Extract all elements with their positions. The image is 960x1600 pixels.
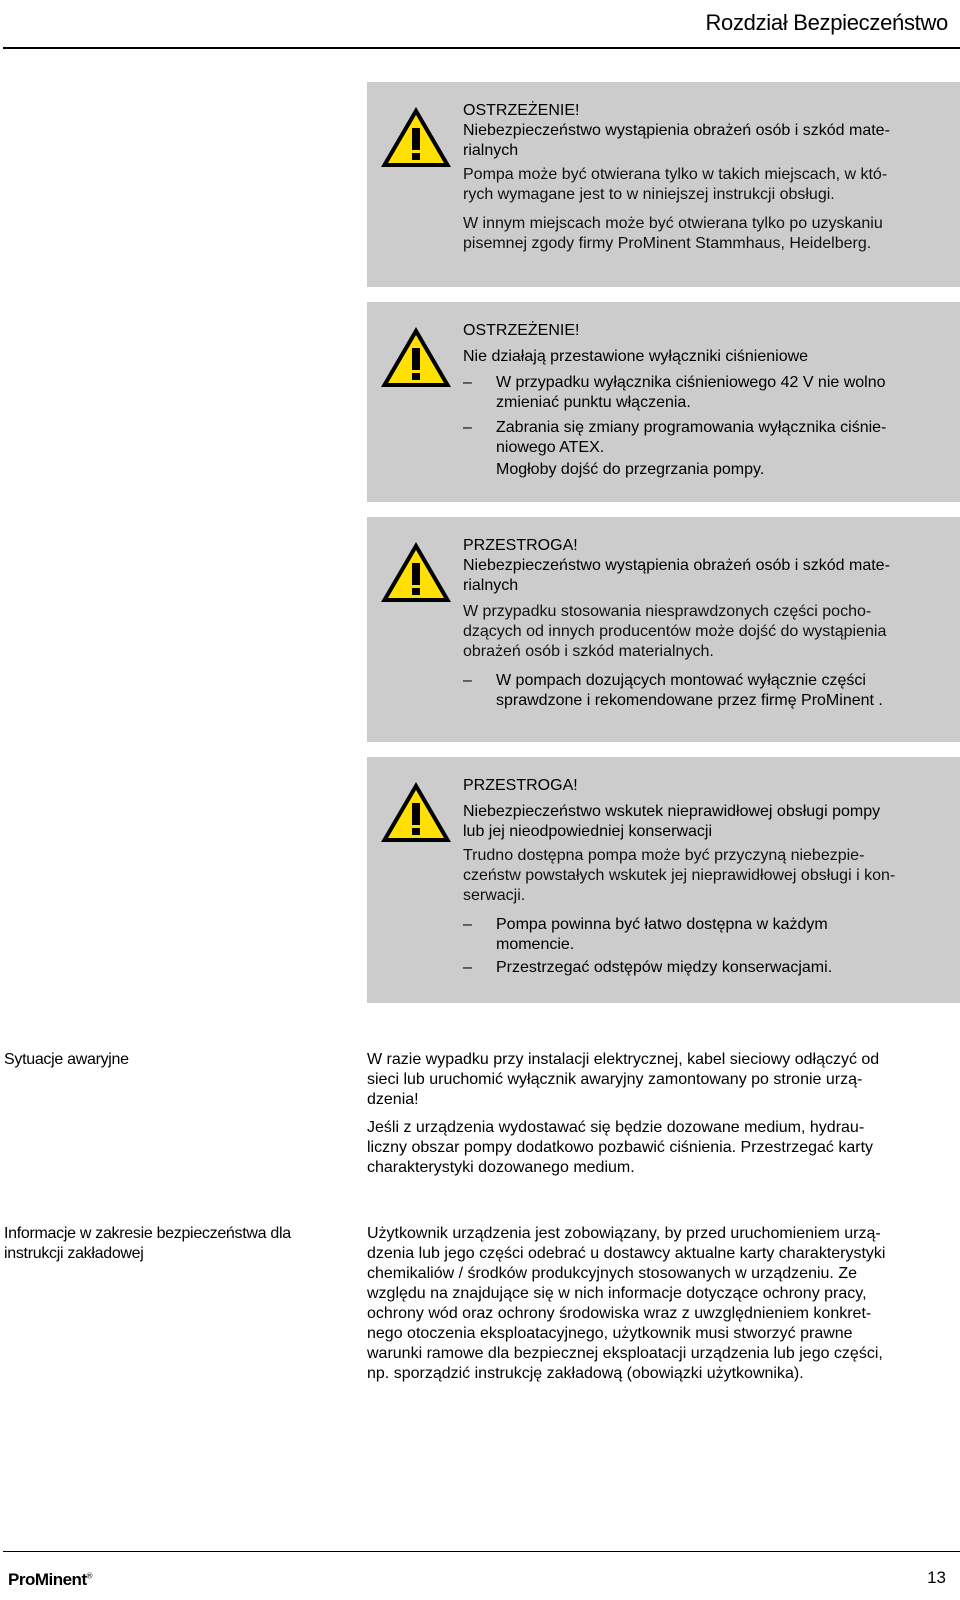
signal-word: OSTRZEŻENIE! [463, 102, 580, 119]
dash-bullet: – [463, 672, 472, 689]
list-item [463, 418, 944, 458]
section-body [367, 1050, 952, 1186]
dash-bullet: – [463, 419, 472, 436]
list-item [463, 915, 944, 955]
warning-heading: Niebezpieczeństwo wystąpienia obrażeń osób i szkód mate- rialnych [463, 557, 890, 594]
dash-bullet: – [463, 916, 472, 933]
warning-list [463, 915, 944, 978]
warning-triangle-icon [378, 539, 454, 605]
list-item [463, 671, 944, 711]
page-number: 13 [927, 1568, 946, 1587]
warning-paragraph: W innym miejscach może być otwierana tylko po uzyskaniu pisemnej zgody firmy ProMinent Stammhaus, Heidelberg. [463, 215, 883, 252]
list-item [463, 373, 944, 413]
footer-divider [3, 1551, 960, 1552]
warning-heading: Nie działają przestawione wyłączniki ciśnieniowe [463, 348, 809, 365]
registered-mark: ® [86, 1571, 93, 1581]
list-item-text: Przestrzegać odstępów między konserwacjami. [496, 959, 833, 976]
warning-triangle-icon [378, 779, 454, 845]
section-label: Informacje w zakresie bezpieczeństwa dla instrukcji zakładowej [4, 1225, 291, 1262]
warning-heading: Niebezpieczeństwo wskutek nieprawidłowej obsługi pompy lub jej nieodpowiedniej konserwacji [463, 803, 881, 840]
logo-text: ProMinent [8, 1570, 87, 1589]
warning-list [463, 671, 944, 711]
section-paragraph: W razie wypadku przy instalacji elektrycznej, kabel sieciowy odłączyć od sieci lub uruchomić wyłącznik awaryjny zamontowany po stronie urzą- dzenia! [367, 1051, 880, 1108]
prominent-logo [8, 1570, 92, 1590]
warning-paragraph: Trudno dostępna pompa może być przyczyną niebezpie- czeństw powstałych wskutek jej nieprawidłowej obsługi i kon- serwacji. [463, 847, 896, 904]
warning-triangle-icon [378, 104, 454, 170]
dash-bullet: – [463, 959, 472, 976]
signal-word: PRZESTROGA! [463, 537, 578, 554]
section-paragraph: Jeśli z urządzenia wydostawać się będzie dozowane medium, hydrau- liczny obszar pompy dodatkowo pozbawić ciśnienia. Przestrzegać karty charakterystyki dozowanego medium. [367, 1119, 874, 1176]
warning-paragraph: W przypadku stosowania niesprawdzonych części pocho- dzących od innych producentów może dojść do wystąpienia obrażeń osób i szkód materialnych. [463, 603, 887, 660]
list-item-text: W pompach dozujących montować wyłącznie części sprawdzone i rekomendowane przez firmę ProMinent . [496, 672, 883, 709]
header-divider [3, 47, 960, 49]
section-paragraph: Użytkownik urządzenia jest zobowiązany, by przed uruchomieniem urzą- dzenia lub jego części odebrać u dostawcy aktualne karty charakterystyki chemikaliów / środków produkcyjnych stosowanych w urządzeniu. Ze względu na znajdujące się w nich informacje dotyczące ochrony pracy, ochrony wód oraz ochrony środowiska wraz z uwzględnieniem konkret- nego otoczenia eksploatacyjnego, użytkownik musi stworzyć prawne warunki ramowe dla bezpiecznej eksploatacji urządzenia lub jego części, np. sporządzić instrukcję zakładową (obowiązki użytkownika). [367, 1225, 886, 1382]
warning-box-1 [367, 82, 960, 287]
signal-word: OSTRZEŻENIE! [463, 322, 580, 339]
warning-continuation: Mogłoby dojść do przegrzania pompy. [496, 461, 765, 478]
list-item-text: Pompa powinna być łatwo dostępna w każdym momencie. [496, 916, 828, 953]
list-item-text: W przypadku wyłącznika ciśnieniowego 42 V nie wolno zmieniać punktu włączenia. [496, 374, 886, 411]
warning-box-3 [367, 517, 960, 742]
warning-heading: Niebezpieczeństwo wystąpienia obrażeń osób i szkód mate- rialnych [463, 122, 890, 159]
header-title: Rozdział Bezpieczeństwo [705, 10, 948, 35]
signal-word: PRZESTROGA! [463, 777, 578, 794]
list-item [463, 958, 944, 978]
section-label: Sytuacje awaryjne [4, 1051, 129, 1068]
section-body [367, 1224, 952, 1392]
warning-paragraph: Pompa może być otwierana tylko w takich miejscach, w któ- rych wymagane jest to w niniejszej instrukcji obsługi. [463, 166, 888, 203]
warning-box-2 [367, 302, 960, 502]
list-item-text: Zabrania się zmiany programowania wyłącznika ciśnie- niowego ATEX. [496, 419, 887, 456]
warning-list [463, 373, 944, 458]
warning-box-4 [367, 757, 960, 1003]
warning-triangle-icon [378, 324, 454, 390]
dash-bullet: – [463, 374, 472, 391]
